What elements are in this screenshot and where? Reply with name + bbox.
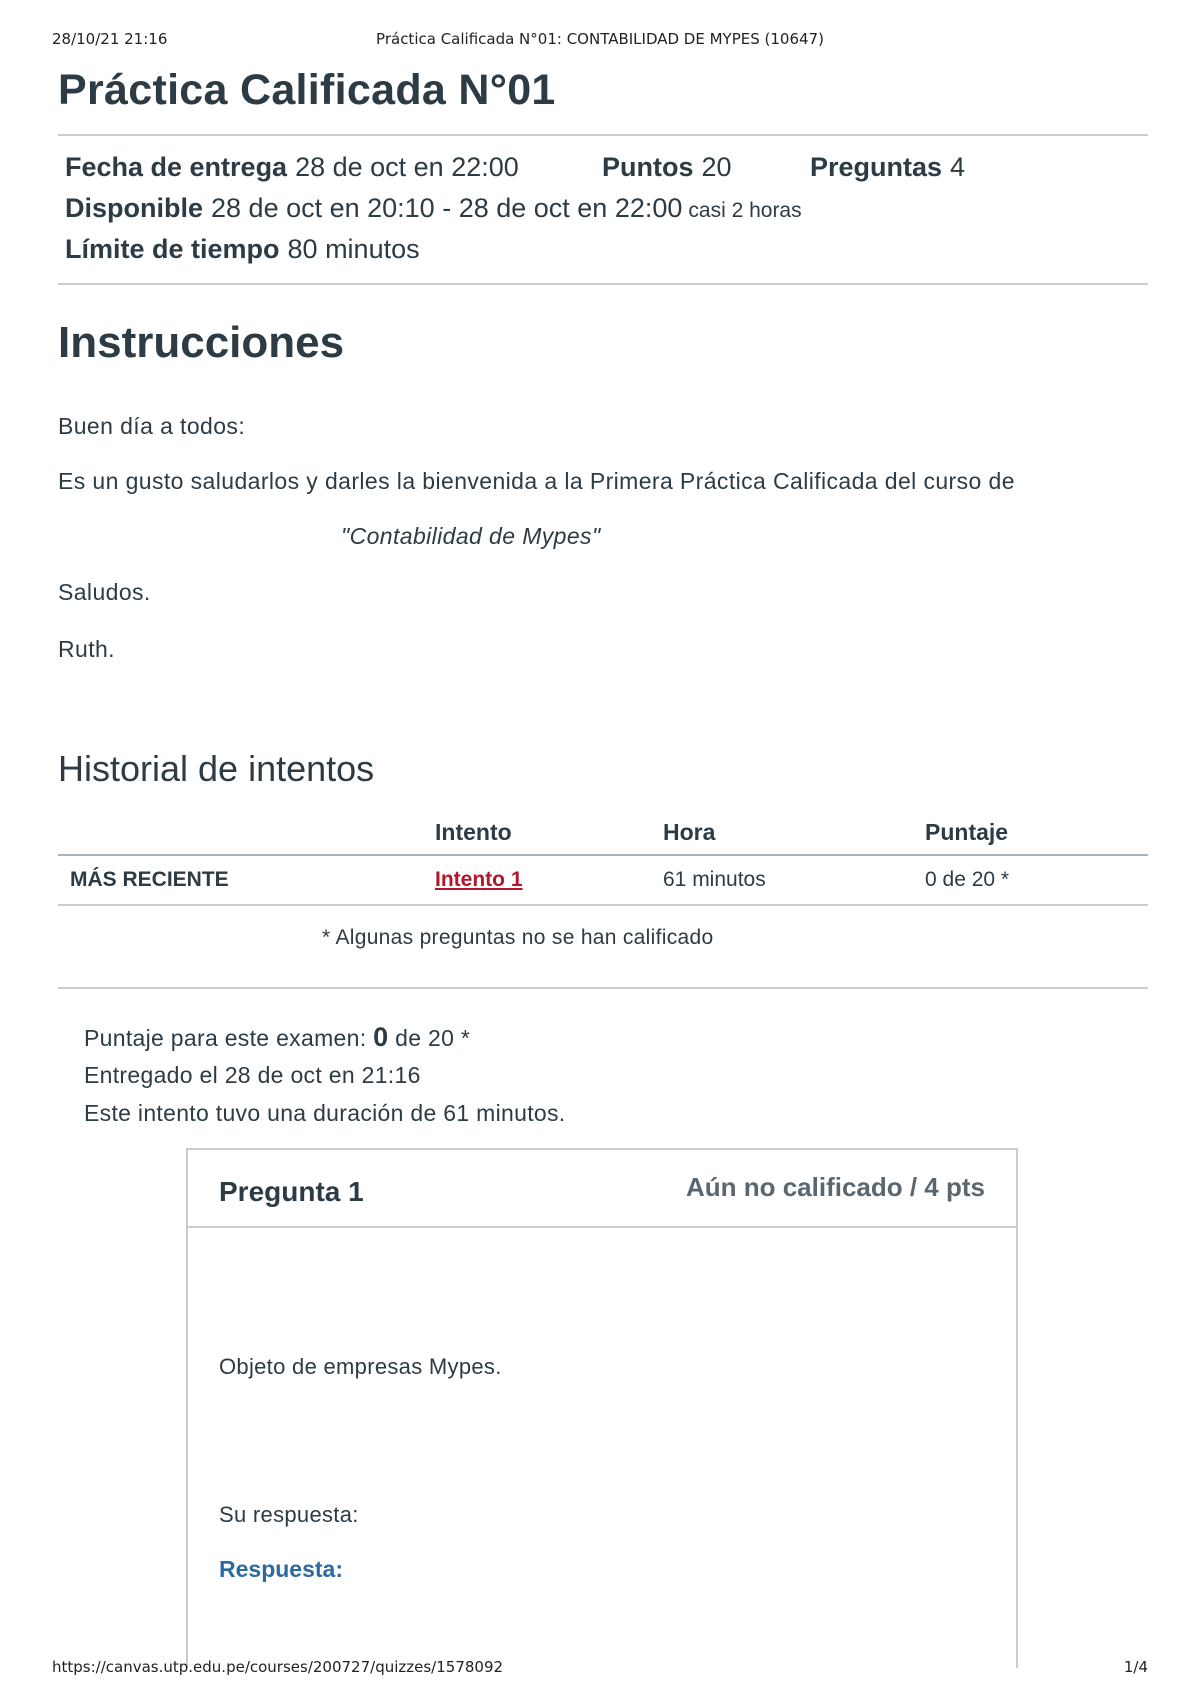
answer-label: Respuesta: — [219, 1556, 343, 1582]
table-header-row — [58, 810, 1148, 855]
column-header-attempt: Intento — [435, 810, 663, 855]
attempt-label: MÁS RECIENTE — [58, 855, 435, 905]
available-note: casi 2 horas — [688, 199, 802, 222]
table-row — [58, 855, 1148, 905]
quiz-points — [602, 152, 732, 183]
submitted-at: Entregado el 28 de oct en 21:16 — [84, 1062, 421, 1088]
column-header-time: Hora — [663, 810, 925, 855]
attempt-time: 61 minutos — [663, 855, 925, 905]
attempt-history-heading: Historial de intentos — [58, 748, 375, 789]
print-url: https://canvas.utp.edu.pe/courses/200727/quizzes/1578092 — [52, 1658, 504, 1676]
score-prefix: Puntaje para este examen: — [84, 1025, 367, 1051]
available-value: 28 de oct en 20:10 - 28 de oct en 22:00 — [211, 193, 683, 223]
instructions-signature: Ruth. — [58, 636, 115, 662]
quiz-time-limit — [65, 234, 420, 265]
print-header — [52, 30, 1148, 52]
points-label: Puntos — [602, 152, 694, 182]
time-limit-label: Límite de tiempo — [65, 234, 280, 264]
time-limit-value: 80 minutos — [287, 234, 420, 264]
questions-label: Preguntas — [810, 152, 943, 182]
divider — [58, 134, 1148, 136]
question-points: Aún no calificado / 4 pts — [685, 1172, 985, 1202]
attempt-history-table — [58, 810, 1148, 906]
question-card — [186, 1148, 1018, 1668]
attempt-1-link[interactable]: Intento 1 — [435, 868, 523, 891]
ungraded-note: * Algunas preguntas no se han calificado — [322, 926, 714, 949]
your-answer-label: Su respuesta: — [219, 1502, 359, 1527]
instructions-heading: Instrucciones — [58, 318, 345, 367]
instructions-course-name: "Contabilidad de Mypes" — [341, 523, 601, 549]
attempt-duration: Este intento tuvo una duración de 61 minutos. — [84, 1100, 566, 1126]
questions-value: 4 — [950, 152, 966, 182]
divider — [58, 987, 1148, 989]
print-date: 28/10/21 21:16 — [52, 30, 168, 48]
quiz-availability — [65, 193, 802, 224]
question-header — [188, 1150, 1016, 1228]
print-document-title: Práctica Calificada N°01: CONTABILIDAD DE MYPES (10647) — [376, 30, 824, 48]
instructions-greeting: Buen día a todos: — [58, 413, 246, 439]
quiz-questions — [810, 152, 965, 183]
question-title: Pregunta 1 — [219, 1176, 364, 1207]
page-title: Práctica Calificada N°01 — [58, 66, 556, 114]
score-value: 0 — [373, 1022, 389, 1052]
question-text: Objeto de empresas Mypes. — [219, 1354, 502, 1379]
divider — [58, 283, 1148, 285]
quiz-due-date — [65, 152, 519, 183]
print-footer — [52, 1658, 1148, 1680]
instructions-body: Es un gusto saludarlos y darles la bienvenida a la Primera Práctica Calificada del curso de — [58, 468, 1015, 494]
attempt-score: 0 de 20 * — [925, 855, 1148, 905]
due-value: 28 de oct en 22:00 — [295, 152, 519, 182]
score-suffix: de 20 * — [395, 1025, 471, 1051]
attempt-cell — [435, 855, 663, 905]
quiz-score-summary — [84, 1022, 470, 1053]
available-label: Disponible — [65, 193, 204, 223]
column-header-blank — [58, 810, 435, 855]
due-label: Fecha de entrega — [65, 152, 288, 182]
column-header-score: Puntaje — [925, 810, 1148, 855]
page-number: 1/4 — [1123, 1658, 1148, 1676]
instructions-closing: Saludos. — [58, 579, 151, 605]
points-value: 20 — [701, 152, 732, 182]
